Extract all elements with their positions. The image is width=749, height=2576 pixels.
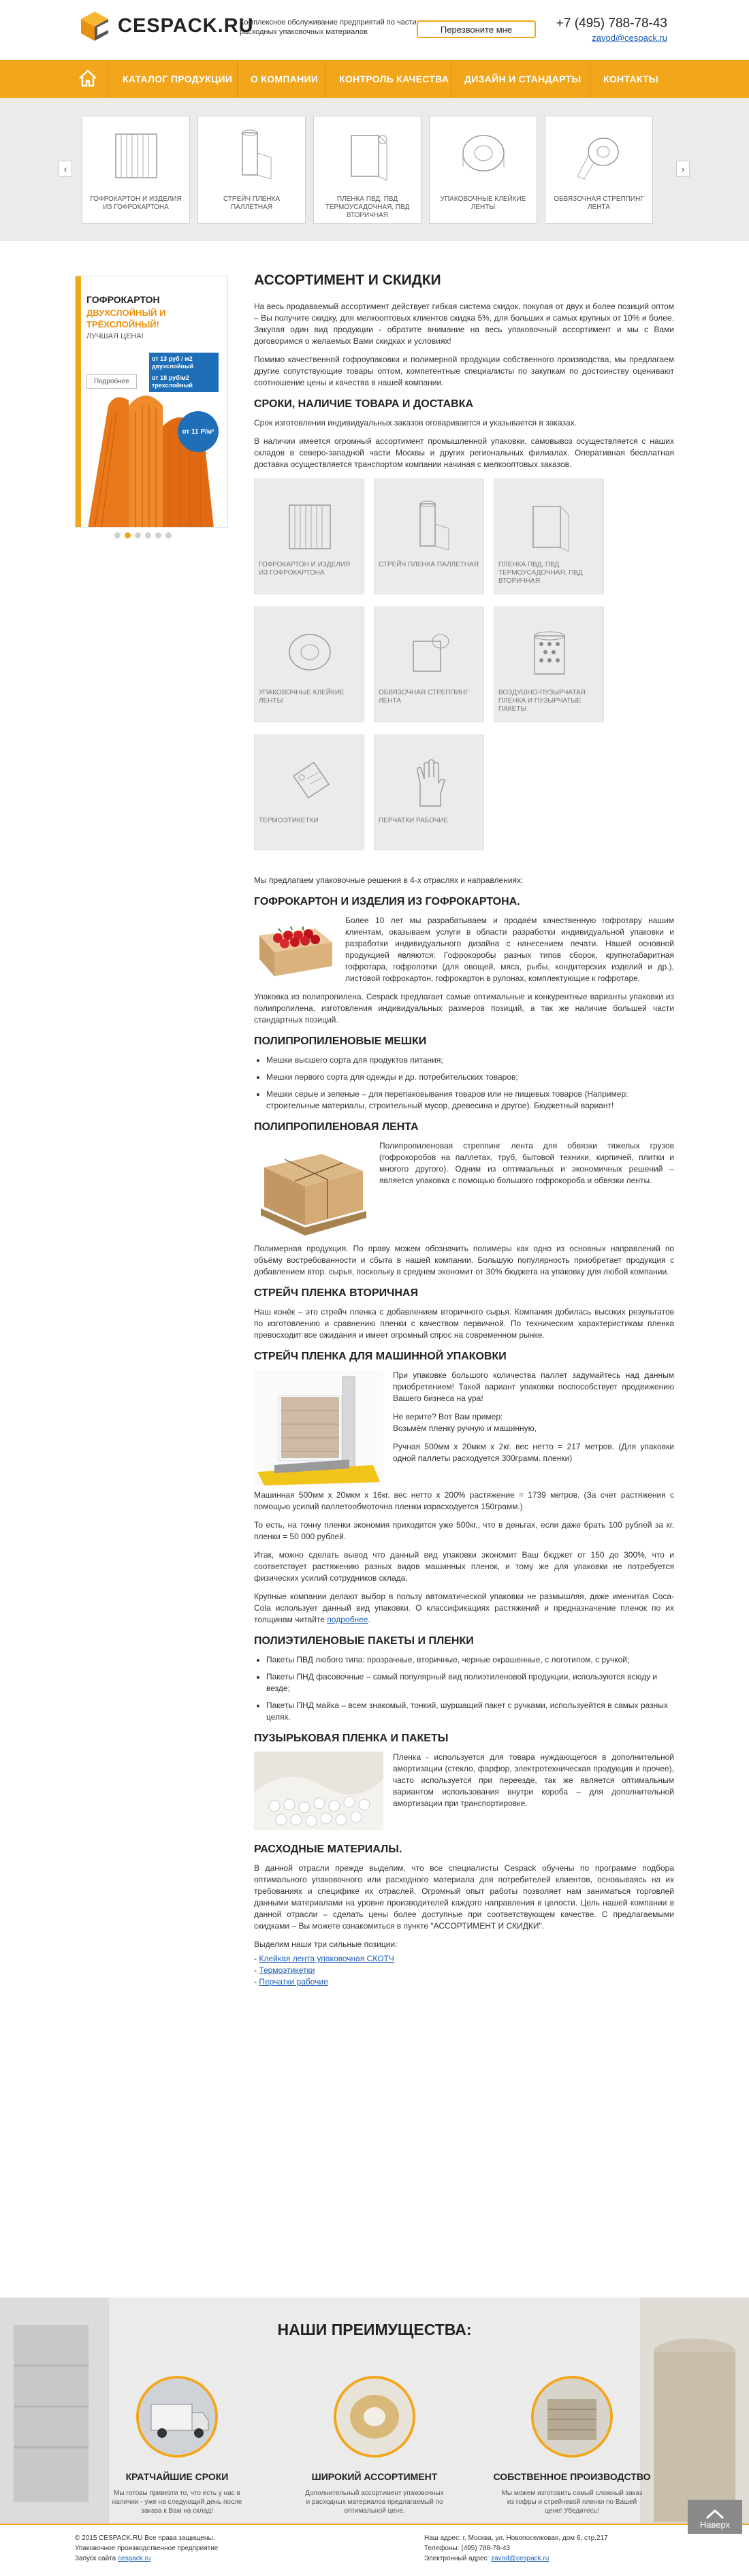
section-heading-bags: ПОЛИПРОПИЛЕНОВЫЕ МЕШКИ (254, 1035, 427, 1047)
paragraph: Срок изготовления индивидуальных заказов оговаривается и указывается в заказах. (254, 418, 577, 428)
banner-title: ГОФРОКАРТОН (86, 294, 160, 305)
promo-banner[interactable] (75, 276, 228, 528)
advantage-text: Дополнительный ассортимент упаковочных и расходных материалов предлагаемый по оптимальной цене. (305, 2490, 444, 2515)
footer (0, 2524, 749, 2576)
tape-roll-icon (280, 628, 340, 682)
carousel-item-tape[interactable]: УПАКОВОЧНЫЕ КЛЕЙКИЕ ЛЕНТЫ (429, 116, 537, 224)
logo[interactable] (78, 10, 254, 42)
main-content (254, 272, 674, 1988)
carousel-item-gofro[interactable]: ГОФРОКАРТОН И ИЗДЕЛИЯ ИЗ ГОФРОКАРТОНА (82, 116, 190, 224)
advantage-name: СОБСТВЕННОЕ ПРОИЗВОДСТВО (493, 2471, 651, 2482)
tape-roll-icon (453, 129, 513, 183)
tape-roll-icon (334, 2376, 415, 2458)
list-item: • Пакеты ПНД майка – всем знакомый, тонкий, шуршащий пакет с ручками, используейтся в самых разных целях. (266, 1700, 674, 1723)
paragraph: Упаковка из полипропилена. Cespack предлагает самые оптимальные и конкурентные варианты упаковки из полипропилена, изготовления индивидуальных размеров позиций, а так же наличие большей части стандартных позиций. (254, 992, 674, 1025)
advantages-section (0, 2298, 749, 2524)
label-tag-icon (280, 756, 340, 810)
paragraph: Мы предлагаем упаковочные решения в 4-х отраслях и направлениях: (254, 875, 524, 885)
bubble-wrap-icon (520, 628, 579, 682)
banner-price-line: ЛУЧШАЯ ЦЕНА! (86, 332, 144, 340)
nav-quality[interactable]: КОНТРОЛЬ КАЧЕСТВА (339, 74, 449, 84)
factory-icon (531, 2376, 613, 2458)
pvd-list (266, 1654, 674, 1723)
list-item: • Мешки высшего сорта для продуктов питания; (266, 1054, 674, 1066)
category-tile-bubble[interactable]: ВОЗДУШНО-ПУЗЫРЧАТАЯ ПЛЕНКА И ПУЗЫРЧАТЫЕ ПАКЕТЫ (494, 607, 604, 722)
banner-dot[interactable] (114, 532, 121, 538)
carousel-item-strapping[interactable]: ОБВЯЗОЧНАЯ СТРЕППИНГ ЛЕНТА (545, 116, 653, 224)
page-title: АССОРТИМЕНТ И СКИДКИ (254, 272, 441, 288)
section-heading-pvd: ПОЛИЭТИЛЕНОВЫЕ ПАКЕТЫ И ПЛЕНКИ (254, 1635, 474, 1647)
strawberry-box-image (254, 915, 336, 980)
glove-icon (400, 756, 460, 810)
banner-dot[interactable] (155, 532, 161, 538)
scroll-to-top-button[interactable]: Наверх (688, 2500, 742, 2534)
main-nav (0, 60, 749, 98)
logo-cube-icon (78, 10, 111, 42)
film-roll-icon (222, 129, 282, 183)
category-tile-gloves[interactable]: ПЕРЧАТКИ РАБОЧИЕ (374, 735, 484, 850)
section-heading-terms: СРОКИ, НАЛИЧИЕ ТОВАРА И ДОСТАВКА (254, 398, 474, 410)
paragraph: Полимерная продукция. По праву можем обозначить полимеры как одно из основных направлений по объёму востребованности и сбыта в нашей компании. Большую популярность приобретает продукция с добавлением втор. сырья, поскольку в среднем экономит от 30% бюджета на упаковку для любой компании. (254, 1244, 674, 1276)
paragraph: Машинная 500мм х 20мкм х 16кг. вес нетто х 200% растяжение = 1739 метров. (За счет растяжения с помощью усилий паллетообмоточна пленки израсходуется 150грамм.) (254, 1490, 674, 1511)
paragraph: На весь продаваемый ассортимент действует гибкая система скидок, покупая от двух и более позиций оптом – Вы получите скидку, для мелкооптовых клиентов скидка 5%, для больших и самых крупных от 10% и более. Закупая один вид продукции - обратите внимание на весь упаковочный ассортимент и мы с Вами договоримся о желаемых Вами скидках и условиях! (254, 302, 674, 346)
paragraph: Пленка - используется для товара нуждающегося в дополнительной амортизации (стекло, фарфор, электротехническая продукция и прочее), часто используется при переезде, так же является оптимальным вариантом использования внутри короба – для дополнительной амортизации при транспортировке. (393, 1752, 674, 1808)
strong-positions-links: - Клейкая лента упаковочная СКОТЧ - Термоэтикетки - Перчатки рабочие (254, 1954, 394, 1986)
paragraph: В наличии имеется огромный ассортимент промышленной упаковки, самовывоз осуществляется с наших складов в северо-западной части Москвы и других региональных филиалах. Оперативная бесплатная доставка осуществляется транспортом компании начиная с мелкооптовых заказов. (254, 436, 674, 469)
nav-about[interactable]: О КОМПАНИИ (251, 74, 319, 84)
banner-dot-active[interactable] (125, 532, 131, 538)
corrugated-roll-illustration (81, 385, 228, 528)
carousel-item-stretch[interactable]: СТРЕЙЧ ПЛЕНКА ПАЛЛЕТНАЯ (197, 116, 306, 224)
nav-catalog[interactable]: КАТАЛОГ ПРОДУКЦИИ (123, 74, 233, 84)
paragraph: В данной отрасли прежде выделим, что все специалисты Cespack обучены по программе подбора оптимального упаковочного или расходного материала для потребителей клиентов, основываясь на их требованиях и специфике их отраслей. Огромный опыт работы позволяет нам заниматься торговлей данными материалами на уровне производителей каждого направления в целости. Цель нашей компании в данной отрасли – сделать цены более доступные при соответствующем качестве. С предлагаемыми скидками – Вы можете ознакомиться в пункте "АССОРТИМЕНТ И СКИДКИ". (254, 1863, 674, 1931)
link-tape[interactable]: Клейкая лента упаковочная СКОТЧ (259, 1954, 394, 1963)
paragraph: Выделим наши три сильные позиции: (254, 1939, 398, 1949)
truck-icon (136, 2376, 218, 2458)
paragraph: Возьмём пленку ручную и машинную, (393, 1423, 537, 1433)
list-item: • Пакеты ПНД фасовочные – самый популярный вид полиэтиленовой продукции, используются всюду и везде; (266, 1671, 674, 1694)
category-tile-pvd[interactable]: ПЛЕНКА ПВД, ПВД ТЕРМОУСАДОЧНАЯ, ПВД ВТОРИЧНАЯ (494, 479, 604, 594)
advantage-card-assortment (286, 2376, 463, 2515)
category-tile-tape[interactable]: УПАКОВОЧНЫЕ КЛЕЙКИЕ ЛЕНТЫ (254, 607, 364, 722)
pvd-film-icon (520, 500, 579, 554)
advantage-name: ШИРОКИЙ АССОРТИМЕНТ (311, 2471, 438, 2482)
advantage-text: Мы можем изготовить самый сложный заказ из гофры и стрейчевой пленки по Вашей цене! Убедитесь! (501, 2490, 643, 2515)
category-tile-stretch[interactable]: СТРЕЙЧ ПЛЕНКА ПАЛЛЕТНАЯ (374, 479, 484, 594)
section-heading-tape: ПОЛИПРОПИЛЕНОВАЯ ЛЕНТА (254, 1121, 419, 1133)
footer-left: © 2015 CESPACK.RU Все права защищены. Упаковочное производственное предприятие Запуск сайта cespack.ru (75, 2534, 219, 2562)
list-item: • Пакеты ПВД любого типа: прозрачные, вторичные, черные окрашенные, с логотипом, с ручкой; (266, 1654, 674, 1666)
header-email-link[interactable]: zavod@cespack.ru (592, 33, 667, 43)
callback-button[interactable]: Перезвоните мне (417, 20, 536, 38)
strapping-icon (400, 628, 460, 682)
footer-right: Наш адрес: г. Москва, ул. Новопоселковая, дом 6, стр.217 Телефоны: (495) 788-78-43 Электронный адрес: zavod@cespack.ru (424, 2534, 608, 2562)
banner-sub1: ДВУХСЛОЙНЫЙ И (86, 308, 166, 318)
phone[interactable]: +7 (495) 788-78-43 (556, 16, 667, 31)
corrugated-icon (280, 500, 340, 554)
list-item: • Мешки серые и зеленые – для перепаковывания товаров или не пищевых товаров (Например: строительные материалы, строительный мусор, древесина и другое). Бюджетный вариант! (266, 1089, 674, 1112)
paragraph: Не верите? Вот Вам пример: (393, 1412, 503, 1421)
advantage-name: КРАТЧАЙШИЕ СРОКИ (125, 2471, 229, 2482)
carousel-next-button[interactable]: › (676, 161, 690, 177)
link-gloves[interactable]: Перчатки рабочие (259, 1977, 328, 1986)
wrapping-machine-image (254, 1370, 383, 1485)
pvd-film-icon (338, 129, 398, 183)
corrugated-icon (106, 129, 166, 183)
banner-dot[interactable] (135, 532, 141, 538)
film-roll-icon (400, 500, 460, 554)
bags-list (266, 1054, 674, 1112)
section-heading-stretch-secondary: СТРЕЙЧ ПЛЕНКА ВТОРИЧНАЯ (254, 1287, 418, 1299)
more-info-link[interactable]: подробнее (327, 1615, 368, 1624)
pallet-box-image (254, 1140, 370, 1239)
product-carousel (0, 98, 749, 241)
header (0, 0, 749, 60)
section-heading-consumables: РАСХОДНЫЕ МАТЕРИАЛЫ. (254, 1844, 402, 1855)
arrow-up-icon (705, 2509, 725, 2519)
banner-more-button[interactable]: Подробнее (86, 374, 137, 389)
list-item: • Мешки первого сорта для одежды и др. потребительских товаров; (266, 1072, 674, 1083)
carousel-prev-button[interactable]: ‹ (59, 161, 72, 177)
tagline: Комплексное обслуживание предприятий по части расходных упаковочных материалов (240, 18, 417, 36)
banner-offer-1: от 13 руб / м2 двухслойный (149, 353, 219, 373)
paragraph: Ручная 500мм х 20мкм х 2кг. вес нетто = 217 метров. (Для упаковки одной паллеты расходуется 300грамм. пленки) (393, 1442, 674, 1463)
banner-sub2: ТРЁХСЛОЙНЫЙ! (86, 319, 159, 329)
paragraph: Крупные компании делают выбор в пользу автоматической упаковки не размышляя, даже именитая Coca-Cola использует данный вид упаковки. О классификациях растяжений и предназначение пленок по их толщинам читайте подробнее. (254, 1592, 674, 1624)
advantage-text: Мы готовы привезти то, что есть у нас в наличии - уже на следующий день после заказа к Вам на склад! (112, 2490, 242, 2515)
footer-email-link[interactable]: zavod@cespack.ru (491, 2555, 549, 2562)
logo-text: CESPACK.RU (118, 14, 254, 37)
banner-offer-3: от 11 Р/м² (178, 411, 219, 452)
category-tile-thermo[interactable]: ТЕРМОЭТИКЕТКИ (254, 735, 364, 850)
section-heading-machine-stretch: СТРЕЙЧ ПЛЕНКА ДЛЯ МАШИННОЙ УПАКОВКИ (254, 1351, 507, 1362)
nav-design[interactable]: ДИЗАЙН И СТАНДАРТЫ (464, 74, 581, 84)
advantage-card-production (483, 2376, 660, 2515)
paragraph: Более 10 лет мы разрабатываем и продаём качественную гофротару нашим клиентам, оказываем услуги в области разработки индивидуальной упаковки и разработки индивидуального дизайна с нанесением печати. Нашей основной продукцией являются: Гофрокоробы разных типов сборок, крупногабаритная гофротара, гофролотки (для овощей, мяса, рыбы, кондитерских изделий и др.), листовой гофрокартон, гофрокартон в рулонах, комплектующие к гофротаре. (345, 916, 674, 983)
launch-link[interactable]: cespack.ru (118, 2555, 151, 2562)
banner-offer-2: от 18 руб/м2 трехслойный (149, 372, 219, 392)
strapping-icon (569, 129, 629, 183)
banner-pagination (114, 532, 172, 538)
paragraph: Полипропиленовая стреппинг лента для обвязки тяжелых грузов (гофрокоробов на паллетах, труб, бытовой техники, кирпичей, плитки и многого другого). Одним из оптимальных и экономичных решений – является упаковка с помощью большого гофрокороба и обвязки ленты. (379, 1141, 674, 1185)
nav-contacts[interactable]: КОНТАКТЫ (603, 74, 658, 84)
home-icon[interactable] (75, 65, 101, 91)
paragraph: Наш конёк – это стрейч пленка с добавлением вторичного сырья. Компания добилась высоких результатов по изготовлению и сравнению пленки с качеством первичной. По техническим характеристикам пленка превосходит все ожидания и имеет огромный спрос на современном рынке. (254, 1307, 674, 1340)
paragraph: Итак, можно сделать вывод что данный вид упаковки экономит Ваш бюджет от 150 до 300%, что и соответствует растяжению разных видов машинных пленок, и тому же для упаковки не потребуется физических усилий сотрудников склада. (254, 1550, 674, 1583)
advantages-title: НАШИ ПРЕИМУЩЕСТВА: (277, 2321, 472, 2338)
link-thermo[interactable]: Термоэтикетки (259, 1965, 315, 1975)
section-heading-gofro: ГОФРОКАРТОН И ИЗДЕЛИЯ ИЗ ГОФРОКАРТОНА. (254, 896, 520, 907)
paragraph: То есть, на тонну пленки экономия приходится уже 500кг., что в деньгах, если даже брать 100 рублей за кг. пленки = 50 000 рублей. (254, 1520, 674, 1541)
banner-dot[interactable] (145, 532, 151, 538)
category-tile-strapping[interactable]: ОБВЯЗОЧНАЯ СТРЕППИНГ ЛЕНТА (374, 607, 484, 722)
carousel-item-pvd[interactable]: ПЛЕНКА ПВД, ПВД ТЕРМОУСАДОЧНАЯ, ПВД ВТОРИЧНАЯ (313, 116, 421, 224)
category-grid (254, 479, 674, 865)
banner-dot[interactable] (165, 532, 172, 538)
bubble-wrap-image (254, 1752, 383, 1830)
paragraph: Помимо качественной гофроупаковки и полимерной продукции собственного производства, мы предлагаем другие сопутствующие товары оптом, компетентные специалисты по закупкам по достоинству оценивают соотношение цены и качества в нашей компании. (254, 355, 674, 387)
advantage-card-fast (89, 2376, 266, 2515)
paragraph: При упаковке большого количества паллет задумайтесь над данным приобретением! Такой вариант упаковки поспособствует продвижению Вашего бизнеса на ура! (393, 1370, 674, 1403)
category-tile-gofro[interactable]: ГОФРОКАРТОН И ИЗДЕЛИЯ ИЗ ГОФРОКАРТОНА (254, 479, 364, 594)
section-heading-bubble: ПУЗЫРЬКОВАЯ ПЛЕНКА И ПАКЕТЫ (254, 1733, 449, 1744)
